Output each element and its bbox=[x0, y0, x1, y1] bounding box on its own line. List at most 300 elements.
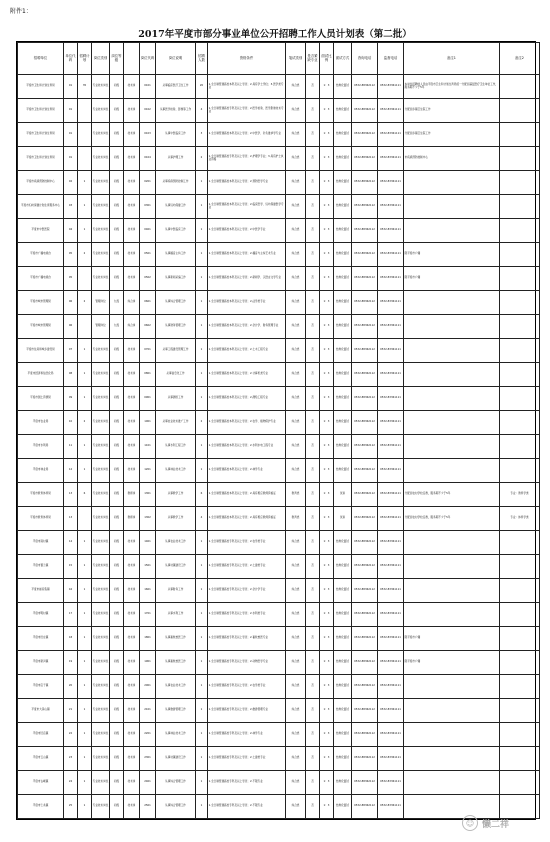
table-cell: 2101 bbox=[140, 699, 156, 723]
table-cell: 结构化面试 bbox=[334, 747, 352, 771]
table-cell: 0532-83361111 bbox=[378, 627, 404, 651]
table-cell: 综合类 bbox=[286, 651, 306, 675]
table-cell: 综合类 bbox=[286, 579, 306, 603]
table-cell bbox=[78, 267, 92, 291]
document-title: 2017年平度市部分事业单位公开招聘工作人员计划表（第二批） bbox=[138, 29, 412, 40]
table-cell: 1 bbox=[78, 195, 92, 219]
table-cell: 1 bbox=[78, 699, 92, 723]
table-cell bbox=[404, 171, 500, 195]
table-cell: 1：3 bbox=[320, 651, 334, 675]
table-cell: 1：3 bbox=[320, 219, 334, 243]
table-cell: 平度市新河镇 bbox=[18, 651, 64, 675]
table-row bbox=[18, 459, 540, 483]
table-cell bbox=[404, 291, 500, 315]
table-cell: 否 bbox=[306, 75, 320, 99]
table-cell: 分配到农村学校任教，服务期不少于5年 bbox=[404, 507, 500, 531]
table-cell: 从事综合管理工作 bbox=[156, 771, 196, 795]
table-cell: 否 bbox=[306, 675, 320, 699]
table-cell: 3 bbox=[196, 123, 208, 147]
table-cell: 0532-83361111 bbox=[378, 507, 404, 531]
table-cell: 初级 bbox=[110, 435, 124, 459]
table-cell: 2 bbox=[196, 147, 208, 171]
table-cell: 1.全日制普通高校本科及以上学历；2.具有相应教师资格证 bbox=[208, 507, 286, 531]
table-cell: 从事中医临床工作 bbox=[156, 219, 196, 243]
table-cell: 技术岗 bbox=[124, 579, 140, 603]
table-cell: 1.全日制普通高校本科及以上学历；2.中医学、针灸推拿学专业 bbox=[208, 123, 286, 147]
table-cell: 13 bbox=[64, 483, 78, 507]
table-cell: 平度市住房和城乡建设局 bbox=[18, 339, 64, 363]
table-cell: 1：3 bbox=[320, 699, 334, 723]
table-cell: 1 bbox=[196, 219, 208, 243]
table-cell: 0532-88362112 bbox=[352, 171, 378, 195]
table-cell: 专业技术岗位 bbox=[92, 171, 110, 195]
table-cell: 23 bbox=[64, 747, 78, 771]
table-cell: 从事水利工作 bbox=[156, 603, 196, 627]
table-cell: 初级 bbox=[110, 339, 124, 363]
table-cell: 技术岗 bbox=[124, 747, 140, 771]
table-cell: 初级 bbox=[110, 771, 124, 795]
table-cell: 平度市农业局 bbox=[18, 411, 64, 435]
table-cell: 1.全日制普通高校本科及以上学历；2.土木工程专业 bbox=[208, 339, 286, 363]
table-cell: 从事畜牧兽医工作 bbox=[156, 651, 196, 675]
table-cell: 综合类 bbox=[286, 459, 306, 483]
table-cell: 初级 bbox=[110, 531, 124, 555]
table-cell: 技术岗 bbox=[124, 147, 140, 171]
table-cell: 否 bbox=[306, 291, 320, 315]
column-header: 资格条件 bbox=[208, 43, 286, 75]
table-cell: 0532-83361111 bbox=[378, 555, 404, 579]
table-cell: 平度市仁兆镇 bbox=[18, 795, 64, 819]
table-cell: 1.全日制普通高校本科及以上学历；2.新闻学、汉语言文学专业 bbox=[208, 267, 286, 291]
table-cell bbox=[500, 459, 540, 483]
table-cell: 平度市林业局 bbox=[18, 459, 64, 483]
table-row bbox=[18, 603, 540, 627]
table-cell: 0532-83361111 bbox=[378, 531, 404, 555]
table-cell: 0532-88362112 bbox=[352, 339, 378, 363]
table-cell: 1 bbox=[196, 627, 208, 651]
table-cell: 技术岗 bbox=[124, 387, 140, 411]
table-cell: 九级 bbox=[110, 315, 124, 339]
table-cell: 综合类 bbox=[286, 267, 306, 291]
table-cell: 平度市城市管理局 bbox=[18, 315, 64, 339]
table-cell: 0401 bbox=[140, 219, 156, 243]
table-cell: 0201 bbox=[140, 171, 156, 195]
table-cell: 0532-88362112 bbox=[352, 747, 378, 771]
table-cell: 结构化面试 bbox=[334, 195, 352, 219]
table-cell: 平度市大泽山镇 bbox=[18, 699, 64, 723]
table-cell: 1 bbox=[196, 195, 208, 219]
table-row bbox=[18, 123, 540, 147]
table-cell: 1 bbox=[78, 435, 92, 459]
table-cell: 综合类 bbox=[286, 99, 306, 123]
table-cell: 1 bbox=[196, 243, 208, 267]
table-cell: 1.全日制普通高校本科及以上学历；2.具有学士学位；3.医学类专业 bbox=[208, 75, 286, 99]
table-cell: 14 bbox=[64, 531, 78, 555]
column-header: 是否紧缺专业 bbox=[306, 43, 320, 75]
table-cell: 结构化面试 bbox=[334, 339, 352, 363]
table-cell: 从事村镇建设工作 bbox=[156, 747, 196, 771]
table-cell: 否 bbox=[306, 243, 320, 267]
table-cell: 专业技术岗位 bbox=[92, 603, 110, 627]
table-cell: 初级 bbox=[110, 579, 124, 603]
table-cell: 平度市崔家集镇 bbox=[18, 579, 64, 603]
table-cell: 专业技术岗位 bbox=[92, 771, 110, 795]
table-cell: 0502 bbox=[140, 267, 156, 291]
column-header: 面试方式 bbox=[334, 43, 352, 75]
table-row bbox=[18, 555, 540, 579]
table-cell bbox=[404, 555, 500, 579]
table-cell: 0301 bbox=[140, 195, 156, 219]
table-cell: 0103 bbox=[140, 123, 156, 147]
table-cell: 从事综合管理工作 bbox=[156, 795, 196, 819]
table-cell: 1 bbox=[196, 579, 208, 603]
table-cell: 2 bbox=[78, 291, 92, 315]
table-cell: 平度市明村镇 bbox=[18, 603, 64, 627]
table-cell: 从事农业技术工作 bbox=[156, 675, 196, 699]
table-cell: 06 bbox=[64, 291, 78, 315]
table-cell: 初级 bbox=[110, 723, 124, 747]
table-cell: 09 bbox=[64, 387, 78, 411]
table-cell: 1：3 bbox=[320, 75, 334, 99]
table-cell: 1.全日制普通高校专科及以上学历；2.水利类专业 bbox=[208, 603, 286, 627]
recruitment-table bbox=[17, 42, 540, 819]
table-cell: 1 bbox=[196, 339, 208, 363]
table-cell: 专业技术岗位 bbox=[92, 747, 110, 771]
table-cell: 否 bbox=[306, 435, 320, 459]
table-row bbox=[18, 75, 540, 99]
column-header: 岗位说明 bbox=[156, 43, 196, 75]
table-cell: 专业技术岗位 bbox=[92, 531, 110, 555]
table-cell: 技术岗 bbox=[124, 411, 140, 435]
table-cell: 1 bbox=[196, 459, 208, 483]
table-cell: 结构化面试 bbox=[334, 627, 352, 651]
table-cell: 1 bbox=[78, 339, 92, 363]
table-cell: 21 bbox=[64, 699, 78, 723]
table-cell: 1.全日制普通高校专科及以上学历；2.医学检验、医学影像技术专业 bbox=[208, 99, 286, 123]
table-cell: 1：3 bbox=[320, 747, 334, 771]
table-cell: 1 bbox=[196, 291, 208, 315]
table-cell: 1.全日制普通高校专科及以上学历；2.农学类专业 bbox=[208, 675, 286, 699]
table-body bbox=[18, 75, 540, 819]
table-cell: 0532-83361111 bbox=[378, 75, 404, 99]
table-cell: 1：3 bbox=[320, 555, 334, 579]
column-header: 岗位类别 bbox=[92, 43, 110, 75]
table-cell: 平度市卫生和计划生育局 bbox=[18, 147, 64, 171]
table-row bbox=[18, 627, 540, 651]
table-cell: 综合类 bbox=[286, 219, 306, 243]
table-cell: 0532-88362112 bbox=[352, 603, 378, 627]
table-cell: 08 bbox=[64, 363, 78, 387]
table-cell: 07 bbox=[64, 339, 78, 363]
table-cell: 初级 bbox=[110, 219, 124, 243]
table-cell: 从事临床医疗卫生工作 bbox=[156, 75, 196, 99]
table-cell: 0532-88362112 bbox=[352, 699, 378, 723]
table-cell: 0532-83361111 bbox=[378, 411, 404, 435]
table-cell: 综合岗 bbox=[124, 291, 140, 315]
table-cell: 1：3 bbox=[320, 291, 334, 315]
table-cell: 专业技术岗位 bbox=[92, 219, 110, 243]
table-cell: 1：3 bbox=[320, 483, 334, 507]
table-cell: 0532-83361111 bbox=[378, 771, 404, 795]
table-cell: 2 bbox=[196, 411, 208, 435]
table-cell: 1 bbox=[78, 723, 92, 747]
table-cell: 0532-83361111 bbox=[378, 291, 404, 315]
table-cell: 平度市教育体育局 bbox=[18, 507, 64, 531]
table-cell: 1 bbox=[78, 363, 92, 387]
table-cell: 1 bbox=[78, 531, 92, 555]
table-cell: 0532-83361111 bbox=[378, 723, 404, 747]
table-cell: 综合类 bbox=[286, 243, 306, 267]
table-cell: 从事林业技术工作 bbox=[156, 459, 196, 483]
table-cell bbox=[500, 675, 540, 699]
table-cell: 0532-83361111 bbox=[378, 651, 404, 675]
table-cell: 1：3 bbox=[320, 123, 334, 147]
table-cell: 1.全日制普通高校专科及以上学历；2.旅游管理专业 bbox=[208, 699, 286, 723]
table-cell: 专业技术岗位 bbox=[92, 195, 110, 219]
table-cell: 1：3 bbox=[320, 795, 334, 819]
table-cell: 综合类 bbox=[286, 435, 306, 459]
table-cell: 0532-88362112 bbox=[352, 555, 378, 579]
table-cell: 1 bbox=[78, 675, 92, 699]
table-cell: 平度市云山镇 bbox=[18, 747, 64, 771]
table-cell: 2 bbox=[78, 243, 92, 267]
table-cell: 专业技术岗位 bbox=[92, 411, 110, 435]
table-cell: 否 bbox=[306, 507, 320, 531]
table-cell: 综合岗 bbox=[124, 315, 140, 339]
table-cell: 从事工程建设管理工作 bbox=[156, 339, 196, 363]
table-cell: 初级 bbox=[110, 387, 124, 411]
table-cell: 结构化面试 bbox=[334, 147, 352, 171]
table-row bbox=[18, 243, 540, 267]
table-cell: 技术岗 bbox=[124, 555, 140, 579]
table-cell: 0532-83361111 bbox=[378, 387, 404, 411]
table-cell: 市疾病预防控制中心 bbox=[404, 147, 500, 171]
table-cell: 0101 bbox=[140, 75, 156, 99]
table-cell: 否 bbox=[306, 387, 320, 411]
table-cell: 1 bbox=[196, 531, 208, 555]
table-cell: 1：3 bbox=[320, 315, 334, 339]
table-cell: 1 bbox=[78, 459, 92, 483]
table-cell: 否 bbox=[306, 459, 320, 483]
table-cell bbox=[404, 387, 500, 411]
table-cell bbox=[500, 579, 540, 603]
table-row bbox=[18, 171, 540, 195]
table-row bbox=[18, 387, 540, 411]
table-cell: 0532-83361111 bbox=[378, 747, 404, 771]
column-header: 单位代码 bbox=[64, 43, 78, 75]
table-cell: 0701 bbox=[140, 339, 156, 363]
table-cell: 初级 bbox=[110, 195, 124, 219]
table-cell: 1 bbox=[78, 555, 92, 579]
column-header: 岗位等级 bbox=[110, 43, 124, 75]
table-cell: 初级 bbox=[110, 651, 124, 675]
column-header: 咨询电话 bbox=[352, 43, 378, 75]
table-cell: 13 bbox=[64, 507, 78, 531]
table-cell: 平度市南村镇 bbox=[18, 531, 64, 555]
table-cell: 1.全日制普通高校专科及以上学历；2.农学类专业 bbox=[208, 531, 286, 555]
table-cell: 技术岗 bbox=[124, 267, 140, 291]
table-cell: 管理岗位 bbox=[92, 315, 110, 339]
table-cell bbox=[404, 771, 500, 795]
table-cell: 1 bbox=[196, 387, 208, 411]
table-cell bbox=[404, 363, 500, 387]
table-cell: 结构化面试 bbox=[334, 291, 352, 315]
table-cell: 否 bbox=[306, 99, 320, 123]
table-cell: 0532-88362112 bbox=[352, 651, 378, 675]
table-cell: 0532-83361111 bbox=[378, 195, 404, 219]
table-cell: 01 bbox=[64, 99, 78, 123]
table-cell: 教师岗 bbox=[124, 483, 140, 507]
table-cell: 1.全日制普通高校本科及以上学历；2.测绘工程专业 bbox=[208, 387, 286, 411]
table-cell: 24 bbox=[64, 771, 78, 795]
table-cell: 限平度市户籍 bbox=[404, 651, 500, 675]
table-cell: 否 bbox=[306, 219, 320, 243]
table-cell: 0532-83361111 bbox=[378, 243, 404, 267]
table-cell: 4 bbox=[196, 99, 208, 123]
table-cell: 平度市水利局 bbox=[18, 435, 64, 459]
column-header: 备注2 bbox=[500, 43, 540, 75]
table-cell bbox=[404, 699, 500, 723]
table-row bbox=[18, 267, 540, 291]
table-cell: 初级 bbox=[110, 411, 124, 435]
table-cell: 否 bbox=[306, 363, 320, 387]
table-cell: 技术岗 bbox=[124, 123, 140, 147]
table-cell: 1：3 bbox=[320, 603, 334, 627]
table-cell: 专业技术岗位 bbox=[92, 99, 110, 123]
table-cell bbox=[500, 195, 540, 219]
table-cell: 1 bbox=[196, 315, 208, 339]
table-cell: 01 bbox=[64, 123, 78, 147]
table-cell: 初级 bbox=[110, 747, 124, 771]
table-cell: 否 bbox=[306, 699, 320, 723]
table-cell: 1：3 bbox=[320, 531, 334, 555]
table-cell: 0532-88362112 bbox=[352, 627, 378, 651]
table-cell: 结构化面试 bbox=[334, 435, 352, 459]
table-cell: 1 bbox=[78, 627, 92, 651]
table-cell: 结构化面试 bbox=[334, 171, 352, 195]
table-cell: 否 bbox=[306, 411, 320, 435]
table-cell: 0532-83361111 bbox=[378, 579, 404, 603]
table-cell bbox=[500, 651, 540, 675]
table-cell: 35 bbox=[78, 75, 92, 99]
table-cell: 结构化面试 bbox=[334, 99, 352, 123]
table-cell: 专业技术岗位 bbox=[92, 267, 110, 291]
table-cell: 0532-88362112 bbox=[352, 123, 378, 147]
table-cell: 结构化面试 bbox=[334, 411, 352, 435]
table-cell: 专业技术岗位 bbox=[92, 579, 110, 603]
table-cell: 专业技术岗位 bbox=[92, 123, 110, 147]
table-cell: 试讲 bbox=[334, 483, 352, 507]
table-cell: 从事农业技术工作 bbox=[156, 531, 196, 555]
table-cell bbox=[500, 339, 540, 363]
table-cell: 专业技术岗位 bbox=[92, 507, 110, 531]
table-cell: 0532-88362112 bbox=[352, 795, 378, 819]
table-cell: 初级 bbox=[110, 99, 124, 123]
table-cell: 平度市妇幼保健计划生育服务中心 bbox=[18, 195, 64, 219]
table-cell: 1：3 bbox=[320, 147, 334, 171]
table-cell bbox=[404, 459, 500, 483]
table-cell: 平度市教育体育局 bbox=[18, 483, 64, 507]
table-cell: 技术岗 bbox=[124, 243, 140, 267]
table-cell: 1.全日制普通高校专科及以上学历；2.动物医学专业 bbox=[208, 651, 286, 675]
table-cell: 0801 bbox=[140, 363, 156, 387]
table-cell: 否 bbox=[306, 267, 320, 291]
table-cell: 0532-88362112 bbox=[352, 291, 378, 315]
table-cell: 0532-88362112 bbox=[352, 507, 378, 531]
table-cell: 结构化面试 bbox=[334, 579, 352, 603]
table-cell: 初级 bbox=[110, 243, 124, 267]
table-cell: 综合类 bbox=[286, 147, 306, 171]
table-cell: 专业技术岗位 bbox=[92, 651, 110, 675]
table-cell: 否 bbox=[306, 147, 320, 171]
table-cell bbox=[404, 603, 500, 627]
table-row bbox=[18, 363, 540, 387]
table-cell: 从事林业技术工作 bbox=[156, 723, 196, 747]
table-cell: 平度市经济和信息化局 bbox=[18, 363, 64, 387]
table-row bbox=[18, 771, 540, 795]
table-cell: 教育类 bbox=[286, 483, 306, 507]
table-cell: 结构化面试 bbox=[334, 603, 352, 627]
column-header: 招聘人数 bbox=[196, 43, 208, 75]
table-cell: 1 bbox=[196, 267, 208, 291]
table-cell: 1.全日制普通高校专科及以上学历；2.不限专业 bbox=[208, 795, 286, 819]
table-row bbox=[18, 675, 540, 699]
table-cell: 03 bbox=[64, 195, 78, 219]
table-cell: 否 bbox=[306, 723, 320, 747]
table-cell: 0901 bbox=[140, 387, 156, 411]
table-cell: 技术岗 bbox=[124, 99, 140, 123]
table-cell: 从事中医临床工作 bbox=[156, 123, 196, 147]
table-cell: 平度市城市管理局 bbox=[18, 291, 64, 315]
table-cell: 从事畜牧兽医工作 bbox=[156, 627, 196, 651]
table-cell: 05 bbox=[64, 243, 78, 267]
table-cell: 1 bbox=[196, 603, 208, 627]
table-cell: 0532-88362112 bbox=[352, 483, 378, 507]
table-cell: 0532-88362112 bbox=[352, 459, 378, 483]
table-cell: 综合类 bbox=[286, 75, 306, 99]
table-cell: 0532-83361111 bbox=[378, 99, 404, 123]
table-cell bbox=[500, 555, 540, 579]
table-cell: 0532-88362112 bbox=[352, 195, 378, 219]
table-cell: 综合类 bbox=[286, 171, 306, 195]
table-cell: 结构化面试 bbox=[334, 675, 352, 699]
table-cell: 0532-83361111 bbox=[378, 459, 404, 483]
table-cell bbox=[404, 435, 500, 459]
table-cell: 技术岗 bbox=[124, 795, 140, 819]
table-cell: 1 bbox=[196, 435, 208, 459]
table-cell bbox=[404, 315, 500, 339]
table-cell: 从事新闻采编工作 bbox=[156, 267, 196, 291]
table-cell: 限平度市户籍 bbox=[404, 267, 500, 291]
table-cell: 技术岗 bbox=[124, 75, 140, 99]
table-cell: 1 bbox=[196, 771, 208, 795]
table-cell: 1：3 bbox=[320, 723, 334, 747]
table-cell: 分配到农村学校任教，服务期不少于5年 bbox=[404, 483, 500, 507]
table-cell: 平度市店子镇 bbox=[18, 675, 64, 699]
table-cell: 试讲 bbox=[334, 507, 352, 531]
table-cell: 1 bbox=[196, 651, 208, 675]
table-cell: 0532-83361111 bbox=[378, 267, 404, 291]
table-cell: 综合类 bbox=[286, 795, 306, 819]
table-cell: 1701 bbox=[140, 603, 156, 627]
table-cell: 初级 bbox=[110, 483, 124, 507]
table-cell bbox=[500, 627, 540, 651]
table-cell: 综合类 bbox=[286, 291, 306, 315]
table-row bbox=[18, 411, 540, 435]
table-cell: 17 bbox=[64, 603, 78, 627]
table-cell bbox=[500, 435, 540, 459]
table-cell: 从事教学工作 bbox=[156, 507, 196, 531]
